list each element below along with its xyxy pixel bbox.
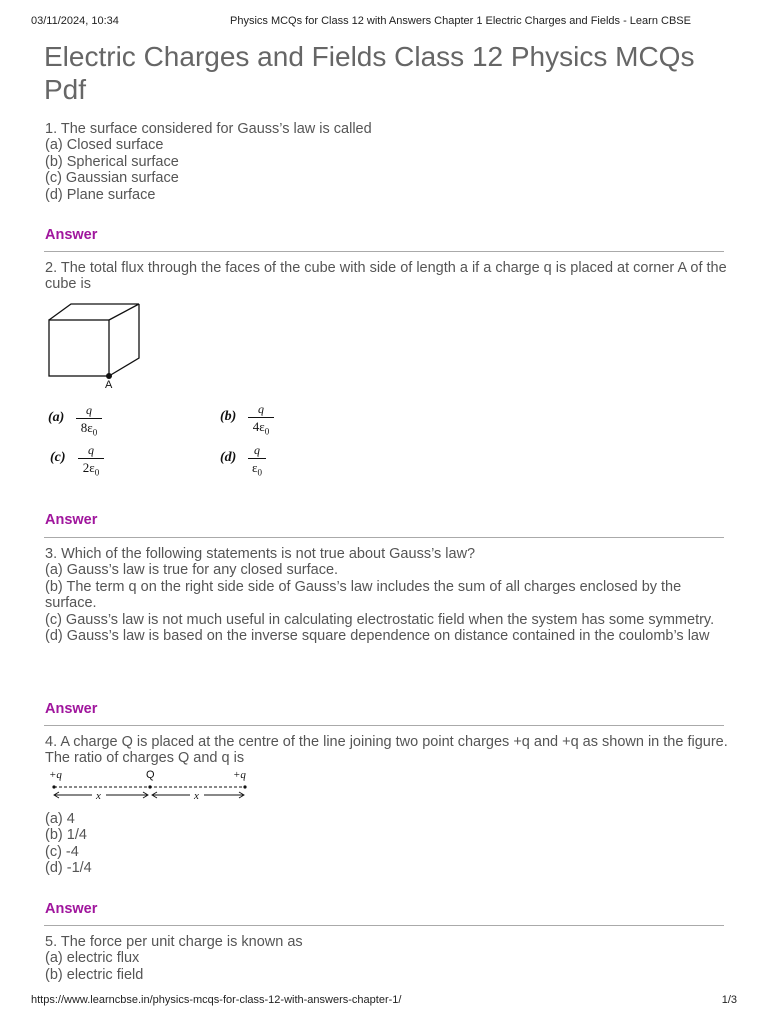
- option-d: (d) -1/4: [45, 860, 92, 877]
- option-label: (b): [220, 409, 237, 424]
- option-d: (d) Plane surface: [45, 186, 156, 203]
- numerator: q: [258, 402, 264, 416]
- question-1: [45, 121, 730, 203]
- answer-toggle-3[interactable]: Answer: [45, 701, 98, 717]
- denominator: $2\varepsilon_0$: [82, 460, 100, 478]
- numerator: q: [86, 403, 92, 417]
- denominator: $8\varepsilon_0$: [80, 420, 98, 438]
- fraction: [248, 444, 266, 481]
- question-text: 4. A charge Q is placed at the centre of the line joining two point charges +q and +q as shown in the figure. The ratio of charges Q and q is: [45, 734, 728, 767]
- question-5: [45, 934, 730, 983]
- center-charge-label: Q: [146, 769, 155, 781]
- right-charge-dot: [243, 785, 246, 788]
- numerator: q: [254, 443, 260, 457]
- question-text: 3. Which of the following statements is not true about Gauss’s law?: [45, 546, 476, 562]
- question-4-options: [45, 811, 730, 877]
- option-d: (d) Gauss’s law is based on the inverse square dependence on distance contained in the coulomb’s law: [45, 628, 710, 645]
- print-header: [0, 15, 768, 31]
- option-c: (c) Gauss’s law is not much useful in calculating electrostatic field when the system has some symmetry.: [45, 611, 715, 628]
- option-label: (a): [48, 410, 65, 425]
- charges-figure: [46, 766, 251, 802]
- page-title: Electric Charges and Fields Class 12 Physics MCQs Pdf: [44, 41, 695, 105]
- option-a: (a) Closed surface: [45, 137, 164, 154]
- fraction-bar: [76, 418, 102, 419]
- question-text: 5. The force per unit charge is known as: [45, 934, 303, 950]
- option-label: (c): [50, 450, 66, 465]
- denominator: $\varepsilon_0$: [252, 460, 262, 478]
- option-b: (b) The term q on the right side side of Gauss’s law includes the sum of all charges enclosed by the surface.: [45, 578, 682, 612]
- divider: [44, 251, 724, 252]
- cube-side-face: [109, 304, 139, 376]
- divider: [44, 537, 724, 538]
- option-label: (d): [220, 450, 237, 465]
- center-charge-dot: [148, 785, 151, 788]
- print-page-title: Physics MCQs for Class 12 with Answers Chapter 1 Electric Charges and Fields - Learn CBSE: [230, 15, 691, 27]
- option-c: (c) -4: [45, 843, 79, 860]
- cube-figure: [44, 300, 154, 392]
- print-datetime: 03/11/2024, 10:34: [31, 15, 119, 27]
- cube-top-face: [49, 304, 139, 320]
- option-b: (b) electric field: [45, 966, 144, 983]
- right-charge-label: +q: [233, 769, 246, 781]
- answer-toggle-1[interactable]: Answer: [45, 227, 98, 243]
- fraction-bar: [78, 458, 104, 459]
- page-url: https://www.learncbse.in/physics-mcqs-for-class-12-with-answers-chapter-1/: [31, 994, 402, 1006]
- option-a: (a) 4: [45, 811, 75, 827]
- distance-label: x: [194, 790, 199, 802]
- corner-a-label: A: [105, 379, 113, 391]
- question-text: 2. The total flux through the faces of the cube with side of length a if a charge q is placed at corner A of the cube is: [45, 260, 727, 293]
- answer-toggle-2[interactable]: Answer: [45, 512, 98, 528]
- distance-label: x: [96, 790, 101, 802]
- fraction-bar: [248, 417, 274, 418]
- option-a: (a) electric flux: [45, 950, 140, 967]
- fraction: [76, 404, 102, 441]
- divider: [44, 725, 724, 726]
- numerator: q: [88, 443, 94, 457]
- question-2: [45, 260, 730, 293]
- question-text: 1. The surface considered for Gauss’s law is called: [45, 121, 372, 137]
- answer-toggle-4[interactable]: Answer: [45, 901, 98, 917]
- fraction: [248, 403, 274, 440]
- denominator: $4\varepsilon_0$: [252, 419, 270, 437]
- left-charge-label: +q: [49, 769, 62, 781]
- divider: [44, 925, 724, 926]
- fraction: [78, 444, 104, 481]
- option-a: (a) Gauss’s law is true for any closed surface.: [45, 562, 339, 579]
- page-number: 1/3: [721, 994, 737, 1006]
- option-b: (b) Spherical surface: [45, 153, 179, 170]
- question-3: [45, 546, 730, 644]
- left-charge-dot: [52, 785, 55, 788]
- question-4: [45, 734, 730, 767]
- cube-front-face: [49, 320, 109, 376]
- fraction-bar: [248, 458, 266, 459]
- option-b: (b) 1/4: [45, 827, 87, 844]
- option-c: (c) Gaussian surface: [45, 170, 179, 187]
